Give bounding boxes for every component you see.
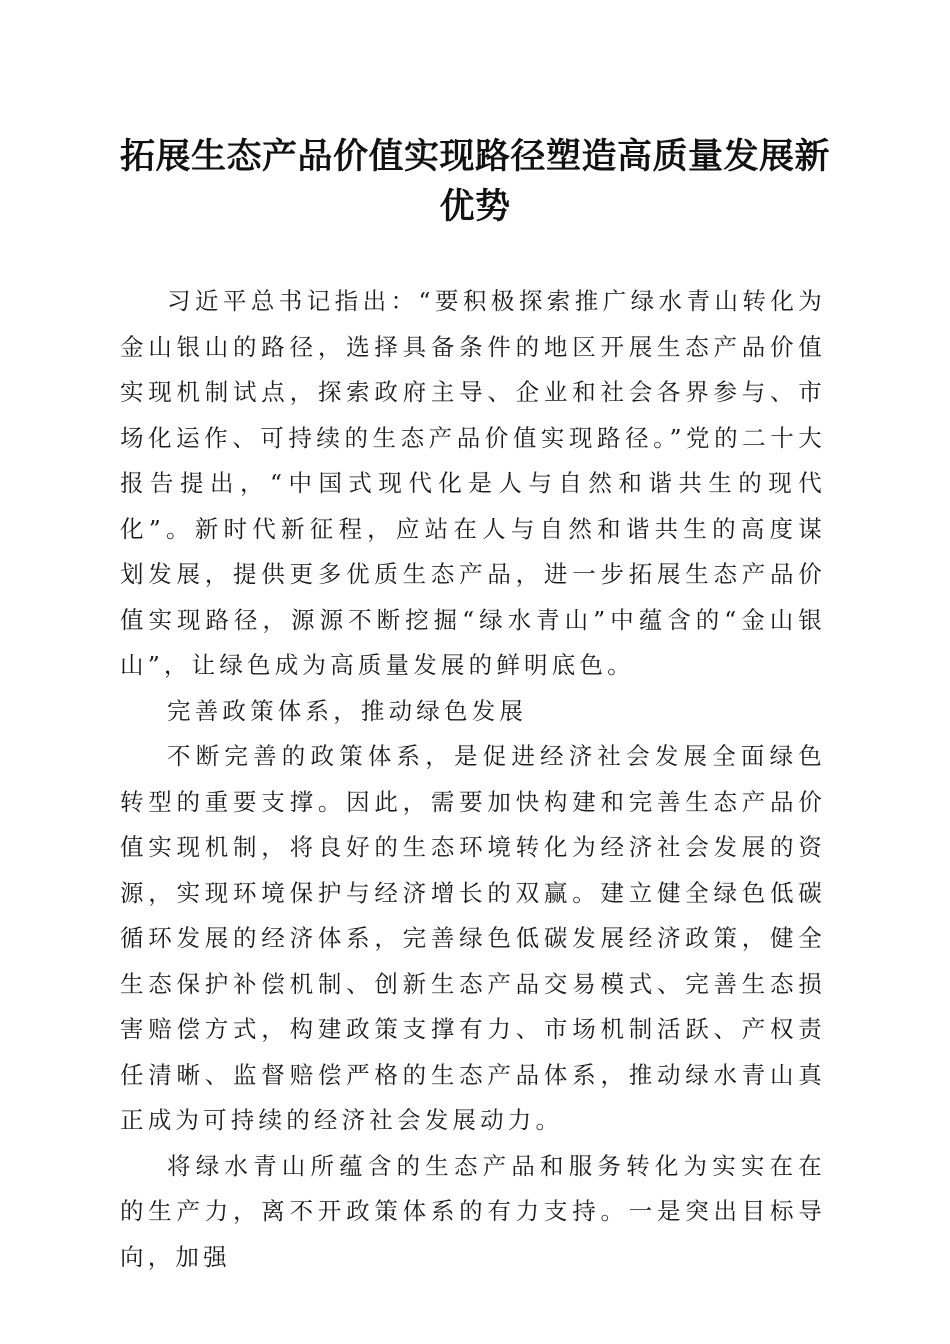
paragraph-policy-system: 不断完善的政策体系，是促进经济社会发展全面绿色转型的重要支撑。因此，需要加快构建和完善生态产品价值实现机制，将良好的生态环境转化为经济社会发展的资源，实现环境保护与经济增长的双赢。建立健全绿色低碳循环发展的经济体系，完善绿色低碳发展经济政策，健全生态保护补偿机制、创新生态产品交易模式、完善生态损害赔偿方式，构建政策支撑有力、市场机制活跃、产权责任清晰、监督赔偿严格的生态产品体系，推动绿水青山真正成为可持续的经济社会发展动力。 bbox=[120, 742, 826, 1134]
paragraph-policy-support: 将绿水青山所蕴含的生态产品和服务转化为实实在在的生产力，离不开政策体系的有力支持。一是突出目标导向，加强 bbox=[120, 1151, 826, 1271]
section-heading: 完善政策体系，推动绿色发展 bbox=[167, 696, 528, 725]
paragraph-intro: 习近平总书记指出：“要积极探索推广绿水青山转化为金山银山的路径，选择具备条件的地区开展生态产品价值实现机制试点，探索政府主导、企业和社会各界参与、市场化运作、可持续的生态产品价值实现路径。”党的二十大报告提出，“中国式现代化是人与自然和谐共生的现代化”。新时代新征程，应站在人与自然和谐共生的高度谋划发展，提供更多优质生态产品，进一步拓展生态产品价值实现路径，源源不断挖掘“绿水青山”中蕴含的“金山银山”，让绿色成为高质量发展的鲜明底色。 bbox=[120, 287, 826, 679]
document-title: 拓展生态产品价值实现路径塑造高质量发展新优势 bbox=[119, 136, 830, 227]
document-body bbox=[120, 279, 826, 1280]
